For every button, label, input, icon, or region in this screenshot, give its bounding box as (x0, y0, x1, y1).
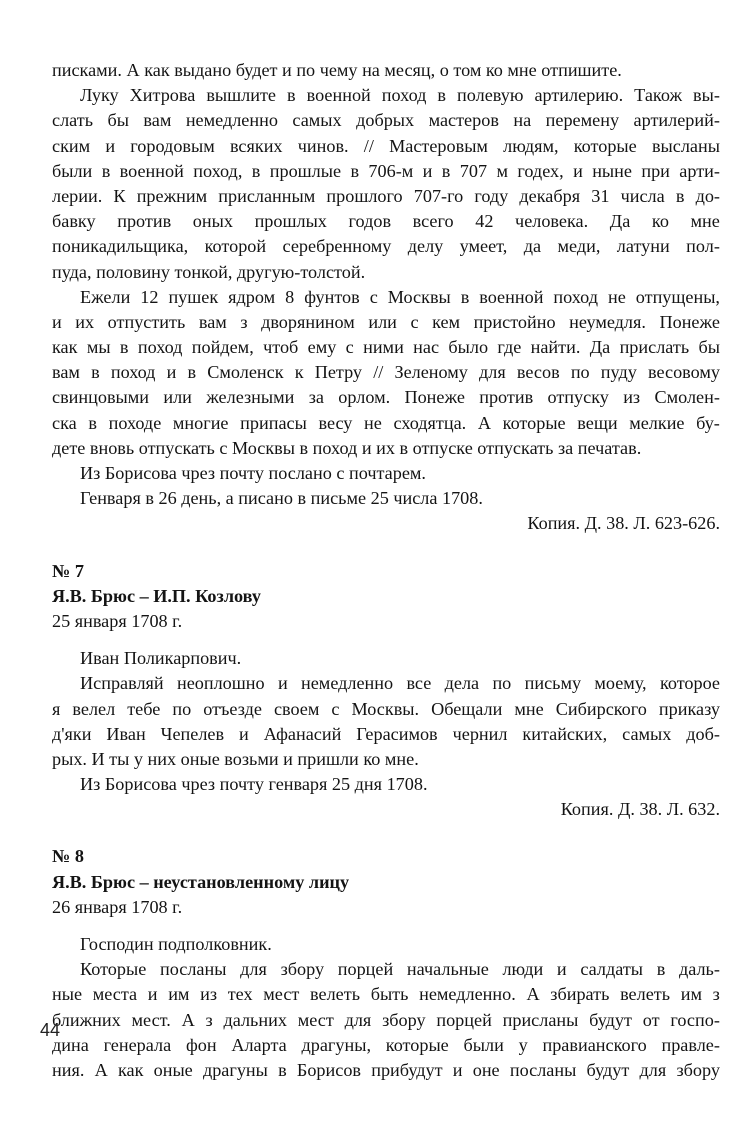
spacer (52, 920, 720, 932)
source-reference: Копия. Д. 38. Л. 623-626. (527, 513, 720, 534)
paragraph-line: я велел тебе по отъезде своем с Москвы. Обещали мне Сибирского приказу (52, 698, 720, 719)
paragraph-line: были в военной поход, в прошлые в 706-м и в 707 м годех, и ныне при арти- (52, 160, 720, 181)
paragraph-line: как мы в поход пойдем, чтоб ему с ними нас было где найти. Да прислать бы (52, 337, 720, 358)
paragraph-line: слать бы вам немедленно самых добрых мастеров на перемену артилерий- (52, 110, 720, 131)
paragraph-line: дете вновь отпускать с Москвы в поход и их в отпуске отпускать за печатав. (52, 437, 642, 458)
paragraph-line: и их отпустить вам з дворянином или с кем пристойно неумедля. Понеже (52, 311, 720, 332)
paragraph-line: Исправляй неоплошно и немедленно все дела по письму моему, которое (80, 673, 720, 694)
document-date: 25 января 1708 г. (52, 610, 183, 631)
document-date: 26 января 1708 г. (52, 896, 183, 917)
paragraph-line: Которые посланы для збору порцей начальные люди и салдаты в даль- (80, 959, 720, 980)
paragraph-line: поникадильщика, которой серебренному делу умеет, да меди, латуни пол- (52, 236, 720, 257)
paragraph-line: ским и городовым всяких чинов. // Мастеровым людям, которые высланы (52, 135, 720, 156)
paragraph-line: ные места и им из тех мест велеть быть немедленно. А збирать велеть им з (52, 984, 720, 1005)
spacer (52, 822, 720, 844)
page-number: 44 (40, 1020, 61, 1040)
paragraph-line: ближних мест. А з дальних мест для збору порцей присланы будут от госпо- (52, 1009, 720, 1030)
paragraph-line: бавку против оных прошлых годов всего 42 человека. Да ко мне (52, 211, 720, 232)
document-body (52, 58, 720, 1083)
salutation: Господин подполковник. (80, 934, 272, 954)
document-title: Я.В. Брюс – И.П. Козлову (52, 585, 261, 606)
spacer (52, 537, 720, 559)
paragraph-line: ния. А как оные драгуны в Борисов прибудут и оне посланы будут для збору (52, 1059, 720, 1080)
spacer (52, 634, 720, 646)
paragraph-line: Луку Хитрова вышлите в военной поход в полевую артилерию. Також вы- (80, 85, 720, 106)
source-reference: Копия. Д. 38. Л. 632. (560, 799, 720, 820)
paragraph-line: д'яки Иван Чепелев и Афанасий Герасимов чернил китайских, самых доб- (52, 723, 720, 744)
paragraph-line: вам в поход и в Смоленск к Петру // Зеленому для весов по пуду весовому (52, 362, 720, 383)
paragraph-line: пуда, половину тонкой, другую-толстой. (52, 261, 366, 282)
paragraph-line: Из Борисова чрез почту послано с почтарем. (80, 463, 426, 483)
document-title: Я.В. Брюс – неустановленному лицу (52, 871, 350, 892)
paragraph-line: свинцовыми или железными за орлом. Понеже против отпуску из Смолен- (52, 387, 720, 408)
document-number: № 8 (52, 846, 84, 867)
closing-line: Из Борисова чрез почту генваря 25 дня 1708. (80, 774, 428, 795)
paragraph-line: Ежели 12 пушек ядром 8 фунтов с Москвы в военной поход не отпущены, (80, 286, 720, 307)
intro-line: писками. А как выдано будет и по чему на месяц, о том ко мне отпишите. (52, 60, 622, 80)
document-number: № 7 (52, 560, 84, 581)
paragraph-line: рых. И ты у них оные возьми и пришли ко мне. (52, 748, 419, 769)
paragraph-line: Генваря в 26 день, а писано в письме 25 числа 1708. (80, 488, 483, 509)
paragraph-line: ска в походе многие припасы весу не сходятца. А которые вещи мелкие бу- (52, 412, 720, 433)
salutation: Иван Поликарпович. (80, 648, 242, 669)
paragraph-line: лерии. К прежним присланным прошлого 707-го году декабря 31 числа в до- (52, 185, 720, 206)
paragraph-line: дина генерала фон Аларта драгуны, которые были у правианского правле- (52, 1034, 720, 1055)
